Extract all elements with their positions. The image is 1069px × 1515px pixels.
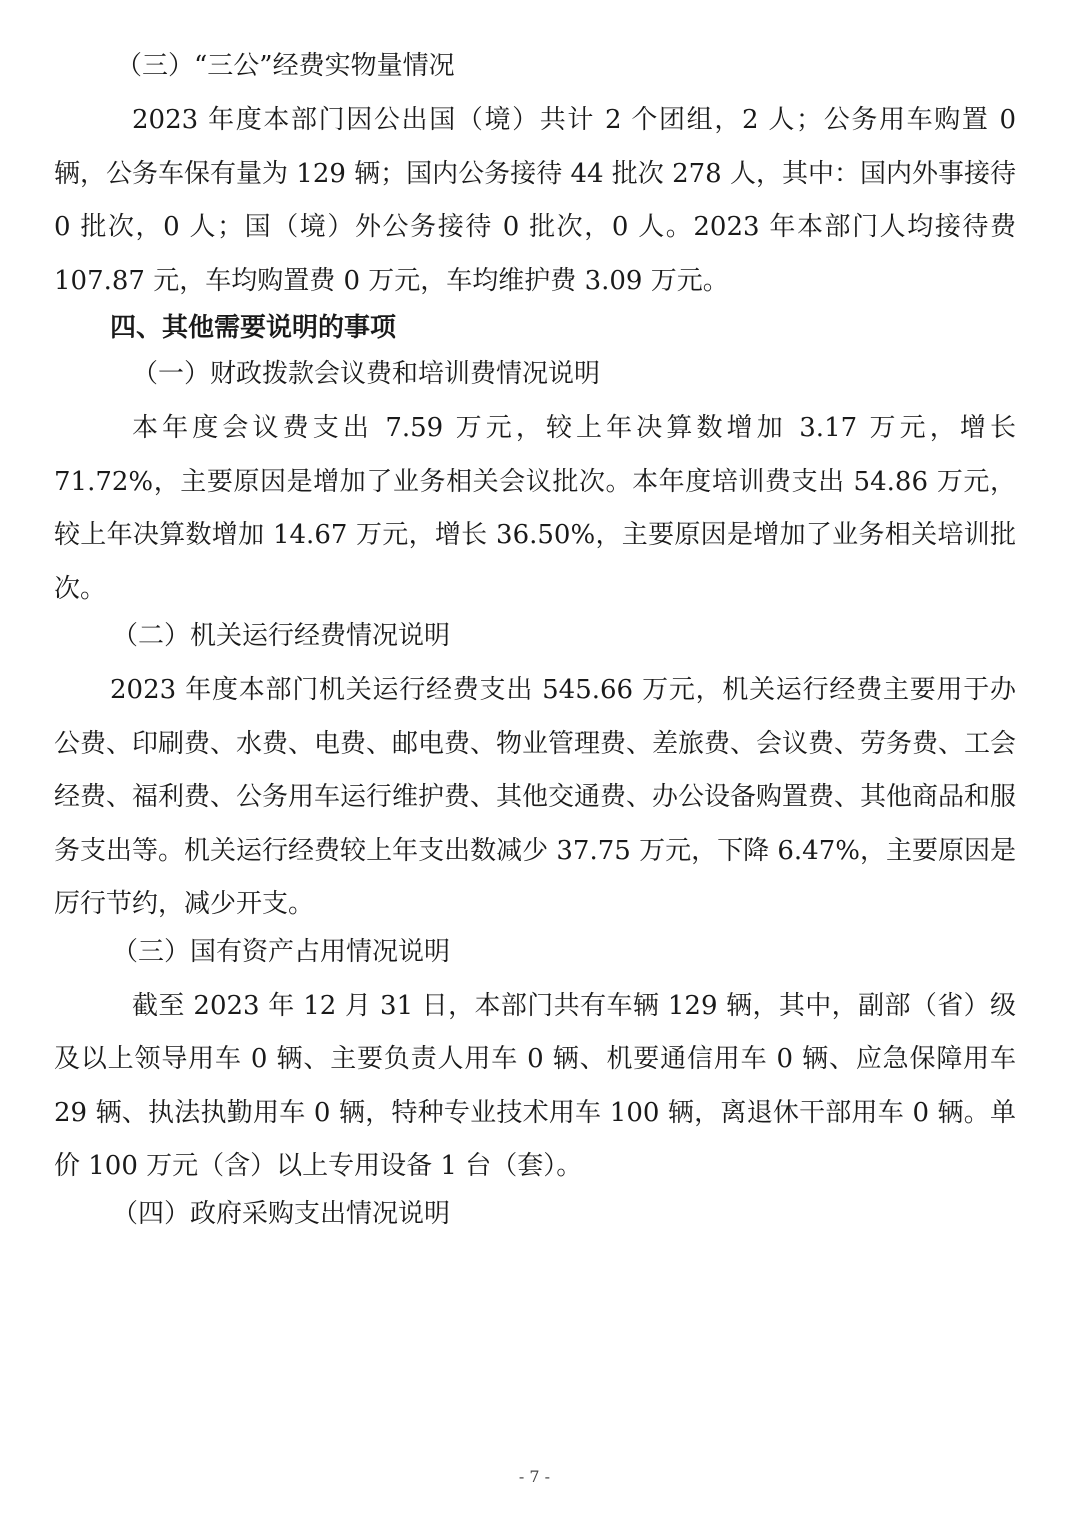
paragraph-sangong: 2023 年度本部门因公出国（境）共计 2 个团组，2 人；公务用车购置 0 辆，公务车保有量为 129 辆；国内公务接待 44 批次 278 人，其中：国内外事接待 0 批次，0 人；国（境）外公务接待 0 批次，0 人。2023 年本部门人均接待费 107.87 元，车均购置费 0 万元，车均维护费 3.09 万元。: [54, 105, 1016, 296]
paragraph-operating-costs: 2023 年度本部门机关运行经费支出 545.66 万元，机关运行经费主要用于办公费、印刷费、水费、电费、邮电费、物业管理费、差旅费、会议费、劳务费、工会经费、福利费、公务用车运行维护费、其他交通费、办公设备购置费、其他商品和服务支出等。机关运行经费较上年支出数减少 37.75 万元，下降 6.47%，主要原因是厉行节约，减少开支。: [54, 675, 1017, 919]
section-heading-operating-costs: （二）机关运行经费情况说明: [112, 621, 451, 651]
section-heading-sangong: （三）“三公”经费实物量情况: [116, 51, 455, 81]
part-heading-other-matters: 四、其他需要说明的事项: [110, 313, 397, 343]
section-heading-state-assets: （三）国有资产占用情况说明: [112, 936, 451, 967]
section-heading-meeting-training: （一）财政拨款会议费和培训费情况说明: [132, 359, 601, 389]
document-page: [54, 48, 1016, 1242]
paragraph-meeting-training: 本年度会议费支出 7.59 万元，较上年决算数增加 3.17 万元，增长 71.72%，主要原因是增加了业务相关会议批次。本年度培训费支出 54.86 万元，较上年决算数增加 14.67 万元，增长 36.50%，主要原因是增加了业务相关培训批次。: [54, 413, 1016, 604]
paragraph-state-assets: 截至 2023 年 12 月 31 日，本部门共有车辆 129 辆，其中，副部（省）级及以上领导用车 0 辆、主要负责人用车 0 辆、机要通信用车 0 辆、应急保障用车 29 辆、执法执勤用车 0 辆，特种专业技术用车 100 辆，离退休干部用车 0 辆。单价 100 万元（含）以上专用设备 1 台（套）。: [54, 990, 1016, 1181]
section-heading-procurement: （四）政府采购支出情况说明: [112, 1198, 451, 1229]
page-number: - 7 -: [518, 1467, 551, 1486]
